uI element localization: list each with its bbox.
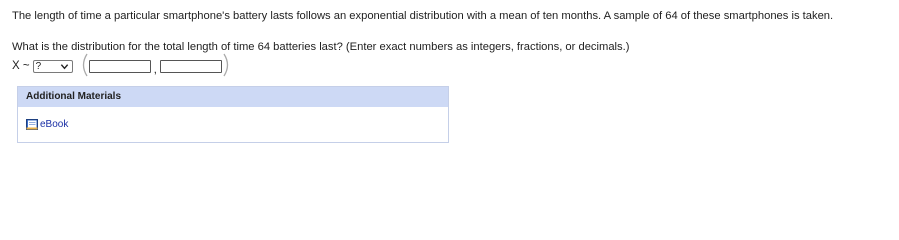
left-parenthesis (79, 53, 89, 77)
prompt-text: What is the distribution for the total length of time 64 batteries last? (Enter exact numbers as integers, fractions, or decimals.) (12, 41, 630, 53)
chevron-down-icon (60, 62, 69, 71)
distribution-select-value: ? (35, 60, 42, 72)
book-icon (26, 119, 38, 130)
comma-separator: , (153, 62, 157, 76)
additional-materials-panel (17, 86, 449, 143)
ebook-link-label: eBook (40, 119, 69, 130)
answer-row (12, 56, 232, 76)
right-parenthesis (222, 53, 232, 77)
distribution-select[interactable] (33, 60, 73, 73)
distribution-param-1-input[interactable] (89, 60, 151, 73)
question-text: The length of time a particular smartphone's battery lasts follows an exponential distribution with a mean of ten months. A sample of 64 of these smartphones is taken. (12, 10, 834, 22)
additional-materials-header: Additional Materials (18, 87, 448, 107)
variable-label: X ~ (12, 60, 30, 72)
distribution-param-2-input[interactable] (160, 60, 222, 73)
ebook-link[interactable] (26, 119, 68, 130)
